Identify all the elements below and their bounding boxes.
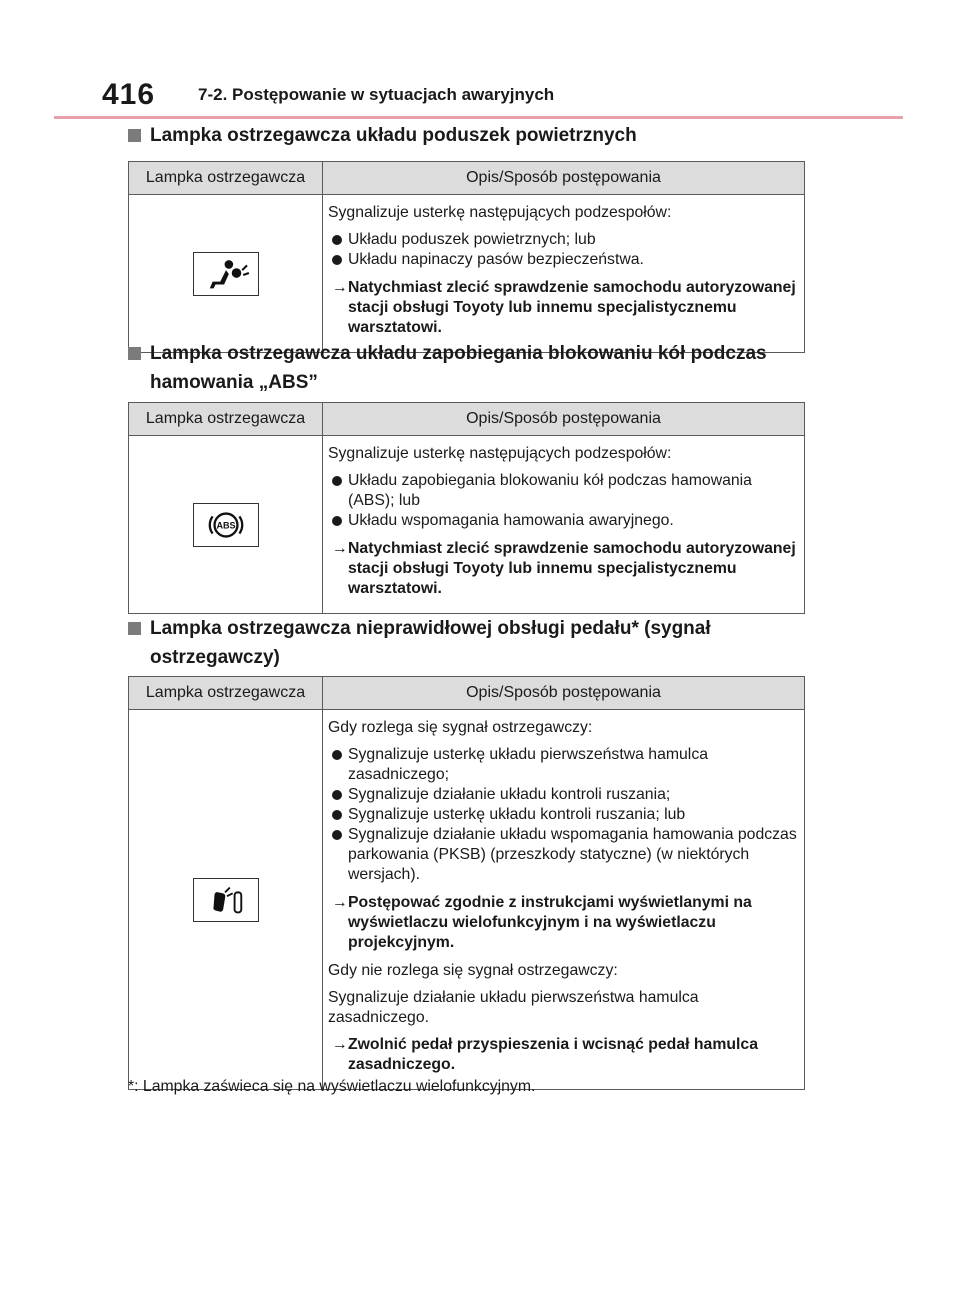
section-heading-abs bbox=[128, 339, 818, 397]
action-instruction-2: → Zwolnić pedał przyspieszenia i wcisnąć pedał hamulca zasadniczego. bbox=[332, 1036, 758, 1073]
table-row bbox=[129, 710, 805, 1090]
table-header-row bbox=[129, 403, 805, 436]
bullet-dot-icon bbox=[332, 255, 342, 265]
abs-warning-icon bbox=[193, 503, 259, 547]
list-item: Układu napinaczy pasów bezpieczeństwa. bbox=[328, 250, 798, 270]
list-item: Sygnalizuje działanie układu kontroli ruszania; bbox=[328, 785, 798, 805]
arrow-right-icon: → bbox=[332, 894, 348, 911]
list-item: Sygnalizuje usterkę układu kontroli ruszania; lub bbox=[328, 805, 798, 825]
bullet-dot-icon bbox=[332, 790, 342, 800]
bullet-dot-icon bbox=[332, 516, 342, 526]
table-row bbox=[129, 195, 805, 353]
bullet-dot-icon bbox=[332, 476, 342, 486]
bullet-list bbox=[328, 230, 798, 270]
list-item: Sygnalizuje działanie układu wspomagania hamowania podczas parkowania (PKSB) (przeszkody statyczne) (w niektórych wersjach). bbox=[328, 825, 798, 885]
table-header-row bbox=[129, 162, 805, 195]
bullet-list bbox=[328, 471, 798, 531]
section-heading-text: Lampka ostrzegawcza układu zapobiegania blokowaniu kół podczas hamowania „ABS” bbox=[150, 343, 767, 393]
lamp-cell bbox=[129, 436, 323, 614]
description-cell bbox=[323, 195, 805, 353]
pedal-misoperation-icon bbox=[193, 878, 259, 922]
column-header-lamp: Lampka ostrzegawcza bbox=[129, 677, 323, 710]
list-item: Układu poduszek powietrznych; lub bbox=[328, 230, 798, 250]
table-row bbox=[129, 436, 805, 614]
action-instruction: → Natychmiast zlecić sprawdzenie samochodu autoryzowanej stacji obsługi Toyoty lub innemu specjalistycznemu warsztatowi. bbox=[332, 279, 796, 336]
list-item: Układu zapobiegania blokowaniu kół podczas hamowania (ABS); lub bbox=[328, 471, 798, 511]
column-header-lamp: Lampka ostrzegawcza bbox=[129, 403, 323, 436]
bullet-dot-icon bbox=[332, 750, 342, 760]
warning-table-pedal bbox=[128, 676, 805, 1090]
section-heading-pedal bbox=[128, 614, 818, 672]
column-header-lamp: Lampka ostrzegawcza bbox=[129, 162, 323, 195]
column-header-description: Opis/Sposób postępowania bbox=[323, 162, 805, 195]
description-intro: Sygnalizuje usterkę następujących podzespołów: bbox=[328, 445, 672, 462]
bullet-list bbox=[328, 745, 798, 885]
arrow-right-icon: → bbox=[332, 279, 348, 296]
footnote: *: Lampka zaświeca się na wyświetlaczu wielofunkcyjnym. bbox=[128, 1078, 536, 1095]
list-item: Sygnalizuje usterkę układu pierwszeństwa hamulca zasadniczego; bbox=[328, 745, 798, 785]
action-instruction: → Natychmiast zlecić sprawdzenie samochodu autoryzowanej stacji obsługi Toyoty lub innemu specjalistycznemu warsztatowi. bbox=[332, 540, 796, 597]
description-intro: Gdy rozlega się sygnał ostrzegawczy: bbox=[328, 719, 593, 736]
lamp-cell bbox=[129, 195, 323, 353]
description-intro: Sygnalizuje usterkę następujących podzespołów: bbox=[328, 204, 672, 221]
lamp-cell bbox=[129, 710, 323, 1090]
airbag-warning-icon bbox=[193, 252, 259, 296]
warning-table-airbag bbox=[128, 161, 805, 353]
abs-icon-label: ABS bbox=[215, 519, 236, 530]
arrow-right-icon: → bbox=[332, 1036, 348, 1053]
column-header-description: Opis/Sposób postępowania bbox=[323, 403, 805, 436]
section-heading-text: Lampka ostrzegawcza układu poduszek powietrznych bbox=[150, 125, 637, 146]
description-cell bbox=[323, 710, 805, 1090]
chapter-title: 7-2. Postępowanie w sytuacjach awaryjnych bbox=[198, 85, 555, 104]
bullet-dot-icon bbox=[332, 810, 342, 820]
list-item: Układu wspomagania hamowania awaryjnego. bbox=[328, 511, 798, 531]
description-intro-2: Gdy nie rozlega się sygnał ostrzegawczy: bbox=[328, 962, 618, 979]
section-heading-airbag bbox=[128, 121, 818, 150]
description-paragraph: Sygnalizuje działanie układu pierwszeństwa hamulca zasadniczego. bbox=[328, 989, 699, 1026]
square-bullet-icon bbox=[128, 129, 141, 142]
square-bullet-icon bbox=[128, 622, 141, 635]
table-header-row bbox=[129, 677, 805, 710]
action-instruction: → Postępować zgodnie z instrukcjami wyświetlanymi na wyświetlaczu wielofunkcyjnym i na wyświetlaczu projekcyjnym. bbox=[332, 894, 752, 951]
page-header bbox=[102, 78, 902, 116]
header-divider bbox=[54, 116, 903, 119]
warning-table-abs bbox=[128, 402, 805, 614]
section-heading-text: Lampka ostrzegawcza nieprawidłowej obsługi pedału* (sygnał ostrzegawczy) bbox=[150, 618, 711, 668]
column-header-description: Opis/Sposób postępowania bbox=[323, 677, 805, 710]
description-cell bbox=[323, 436, 805, 614]
arrow-right-icon: → bbox=[332, 540, 348, 557]
page-number: 416 bbox=[102, 78, 156, 111]
bullet-dot-icon bbox=[332, 235, 342, 245]
square-bullet-icon bbox=[128, 347, 141, 360]
bullet-dot-icon bbox=[332, 830, 342, 840]
